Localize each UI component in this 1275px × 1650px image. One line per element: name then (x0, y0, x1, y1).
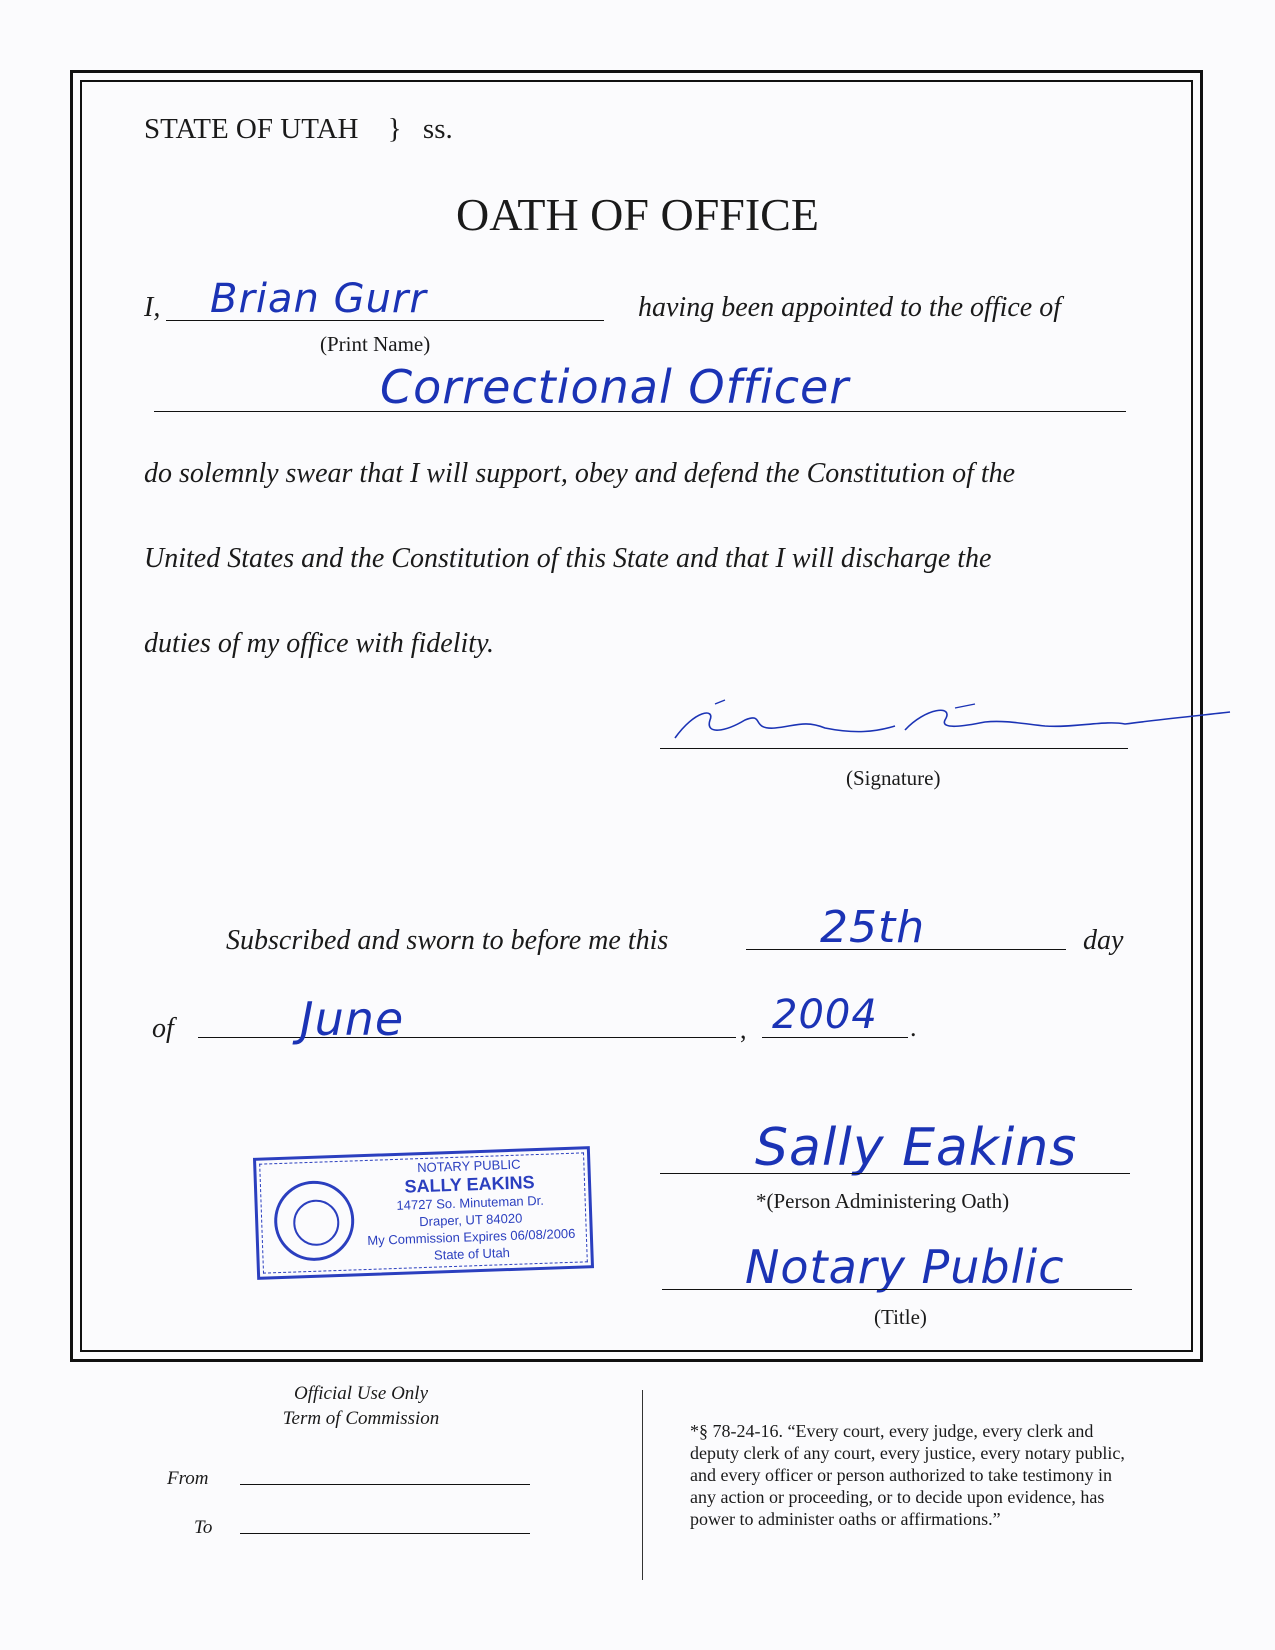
stamp-name: SALLY EAKINS (404, 1172, 535, 1197)
state-label: STATE OF UTAH (144, 113, 359, 145)
official-use-heading: Official Use Only (293, 1383, 429, 1404)
statute-line-4: any action or proceeding, or to decide upon evidence, has (690, 1487, 1105, 1507)
comma-symbol: , (740, 1015, 747, 1044)
ss-label: ss. (422, 113, 453, 145)
oath-line-3: duties of my office with fidelity. (144, 628, 494, 659)
signature-line (660, 748, 1128, 749)
year-value: 2004 (772, 992, 878, 1038)
notary-stamp (253, 1146, 594, 1280)
stamp-address: 14727 So. Minuteman Dr. (396, 1192, 545, 1213)
month-line (198, 1037, 736, 1038)
from-label: From (167, 1468, 209, 1489)
from-line (240, 1484, 530, 1485)
stamp-text (356, 1153, 585, 1266)
statute-line-3: and every officer or person authorized to take testimony in (690, 1465, 1113, 1485)
of-word: of (152, 1013, 174, 1044)
office-value: Correctional Officer (380, 360, 850, 414)
print-name-caption: (Print Name) (320, 332, 431, 356)
oath-line-2: United States and the Constitution of this State and that I will discharge the (144, 543, 992, 574)
day-word: day (1083, 925, 1124, 956)
title-caption: (Title) (874, 1305, 927, 1329)
seal-emblem (292, 1199, 340, 1247)
signature-caption: (Signature) (846, 766, 941, 790)
stamp-city: Draper, UT 84020 (418, 1210, 523, 1230)
vertical-divider (642, 1390, 643, 1580)
administrator-signature-value: Sally Eakins (755, 1118, 1078, 1178)
stamp-state: State of Utah (433, 1245, 511, 1263)
period-symbol: . (910, 1013, 917, 1042)
administrator-line (660, 1173, 1130, 1174)
i-prefix: I, (144, 292, 161, 323)
day-value: 25th (820, 902, 926, 953)
to-line (240, 1533, 530, 1534)
statute-line-1: *§ 78-24-16. “Every court, every judge, every clerk and (690, 1421, 1094, 1441)
title-line (662, 1289, 1132, 1290)
to-label: To (194, 1517, 213, 1538)
term-heading: Term of Commission (282, 1408, 440, 1429)
subscribed-text: Subscribed and sworn to before me this (226, 925, 669, 956)
stamp-commission: My Commission Expires 06/08/2006 (367, 1225, 576, 1248)
state-header (144, 113, 453, 146)
statute-text (690, 1420, 1125, 1530)
brace-symbol: } (387, 113, 402, 145)
statute-line-2: deputy clerk of any court, every justice, every notary public, (690, 1443, 1125, 1463)
stamp-heading: NOTARY PUBLIC (416, 1156, 521, 1176)
appointed-text: having been appointed to the office of (638, 292, 1062, 323)
administrator-caption: *(Person Administering Oath) (756, 1189, 1010, 1213)
administrator-title-value: Notary Public (745, 1240, 1065, 1294)
oath-line-1: do solemnly swear that I will support, obey and defend the Constitution of the (144, 458, 1016, 489)
page-title: OATH OF OFFICE (456, 189, 819, 240)
oath-taker-signature (655, 690, 1235, 760)
statute-line-5: power to administer oaths or affirmations.” (690, 1509, 1001, 1529)
printed-name-value: Brian Gurr (210, 276, 427, 322)
month-value: June (300, 992, 405, 1046)
